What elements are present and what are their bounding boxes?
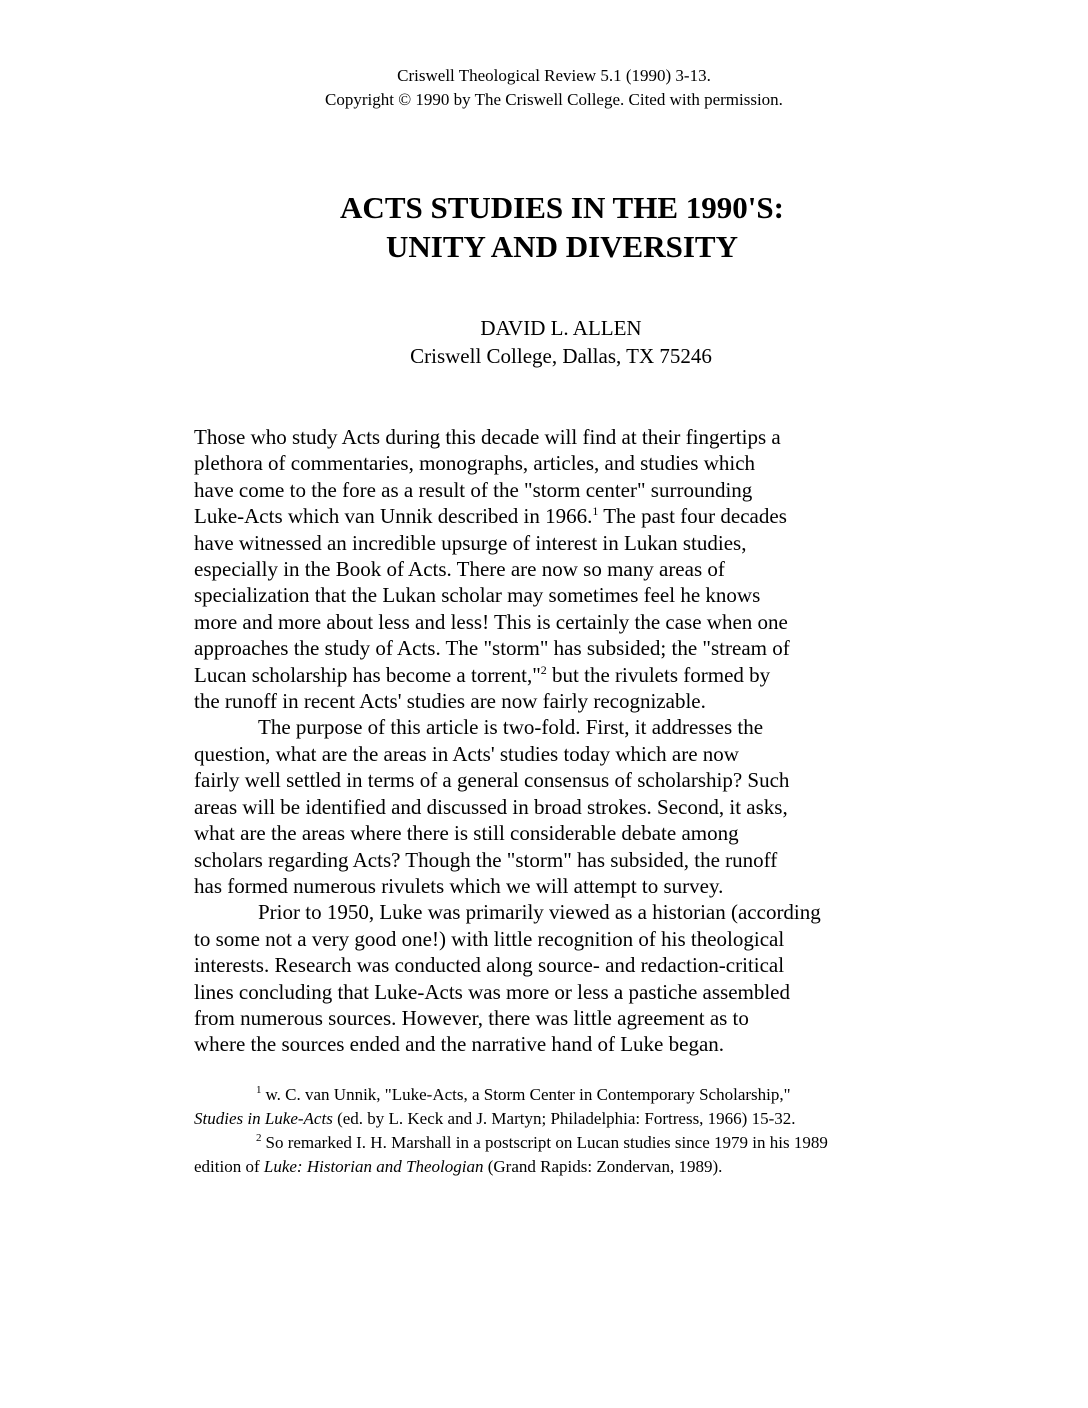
text-line: lines concluding that Luke-Acts was more or less a pastiche assembled (194, 979, 790, 1004)
text-line: scholars regarding Acts? Though the "storm" has subsided, the runoff (194, 847, 778, 872)
text-line: from numerous sources. However, there was little agreement as to (194, 1005, 749, 1030)
footnote-mark: 2 (256, 1132, 262, 1145)
footnote-1 (194, 1083, 934, 1107)
paragraph-3 (194, 899, 894, 1057)
footnotes (194, 1083, 934, 1179)
footnote-1-continued (194, 1107, 934, 1131)
text-line: what are the areas where there is still considerable debate among (194, 821, 739, 846)
text-line: where the sources ended and the narrative hand of Luke began. (194, 1032, 725, 1057)
text-line: interests. Research was conducted along source- and redaction-critical (194, 953, 785, 978)
text-line: has formed numerous rivulets which we will attempt to survey. (194, 873, 724, 898)
copyright-line: Copyright © 1990 by The Criswell College. Cited with permission. (325, 90, 783, 109)
author-affiliation: Criswell College, Dallas, TX 75246 (410, 344, 712, 368)
text-segment: Luke-Acts which van Unnik described in 1966. (194, 504, 593, 529)
footnote-text: (ed. by L. Keck and J. Martyn; Philadelphia: Fortress, 1966) 15-32. (332, 1109, 796, 1128)
text-line (194, 662, 894, 688)
text-line: The purpose of this article is two-fold. First, it addresses the (258, 715, 764, 740)
footnote-2 (194, 1131, 934, 1155)
paragraph-2 (194, 714, 894, 899)
text-line: especially in the Book of Acts. There are now so many areas of (194, 557, 725, 582)
article-body (194, 424, 894, 1058)
text-line: Prior to 1950, Luke was primarily viewed as a historian (according (258, 900, 821, 925)
footnote-2-continued (194, 1155, 934, 1179)
citation-line: Criswell Theological Review 5.1 (1990) 3-13. (397, 66, 711, 85)
paragraph-1 (194, 424, 894, 714)
citation-header (0, 64, 1088, 112)
author-block (0, 314, 1088, 370)
text-line: Those who study Acts during this decade will find at their fingertips a (194, 425, 781, 449)
footnote-text: (Grand Rapids: Zondervan, 1989). (483, 1157, 723, 1176)
text-line: the runoff in recent Acts' studies are now fairly recognizable. (194, 689, 706, 714)
text-line: fairly well settled in terms of a general consensus of scholarship? Such (194, 768, 790, 793)
text-line (194, 503, 894, 529)
book-title: Luke: Historian and Theologian (263, 1157, 484, 1176)
text-segment: The past four decades (598, 504, 787, 529)
text-line: have come to the fore as a result of the "storm center" surrounding (194, 477, 753, 502)
footnote-ref-2: 2 (540, 662, 547, 677)
footnote-text: edition of (194, 1157, 264, 1176)
footnote-ref-1: 1 (592, 504, 599, 519)
text-line: plethora of commentaries, monographs, articles, and studies which (194, 451, 756, 476)
text-segment: but the rivulets formed by (546, 662, 771, 687)
text-line: approaches the study of Acts. The "storm" has subsided; the "stream of (194, 636, 790, 661)
text-segment: Lucan scholarship has become a torrent," (194, 662, 541, 687)
article-title (0, 188, 1088, 266)
title-line-1: ACTS STUDIES IN THE 1990'S: (340, 190, 784, 225)
footnote-text: w. C. van Unnik, "Luke-Acts, a Storm Center in Contemporary Scholarship," (265, 1085, 791, 1104)
text-line: areas will be identified and discussed in broad strokes. Second, it asks, (194, 794, 788, 819)
footnote-text: So remarked I. H. Marshall in a postscript on Lucan studies since 1979 in his 1989 (265, 1133, 828, 1152)
footnote-mark: 1 (256, 1084, 262, 1097)
text-line: specialization that the Lukan scholar may sometimes feel he knows (194, 583, 761, 608)
text-line: more and more about less and less! This is certainly the case when one (194, 609, 788, 634)
book-title: Studies in Luke-Acts (194, 1109, 333, 1128)
text-line: to some not a very good one!) with little recognition of his theological (194, 926, 785, 951)
title-line-2: UNITY AND DIVERSITY (386, 229, 738, 264)
text-line: have witnessed an incredible upsurge of interest in Lukan studies, (194, 530, 747, 555)
text-line: question, what are the areas in Acts' studies today which are now (194, 741, 739, 766)
author-name: DAVID L. ALLEN (480, 316, 642, 340)
